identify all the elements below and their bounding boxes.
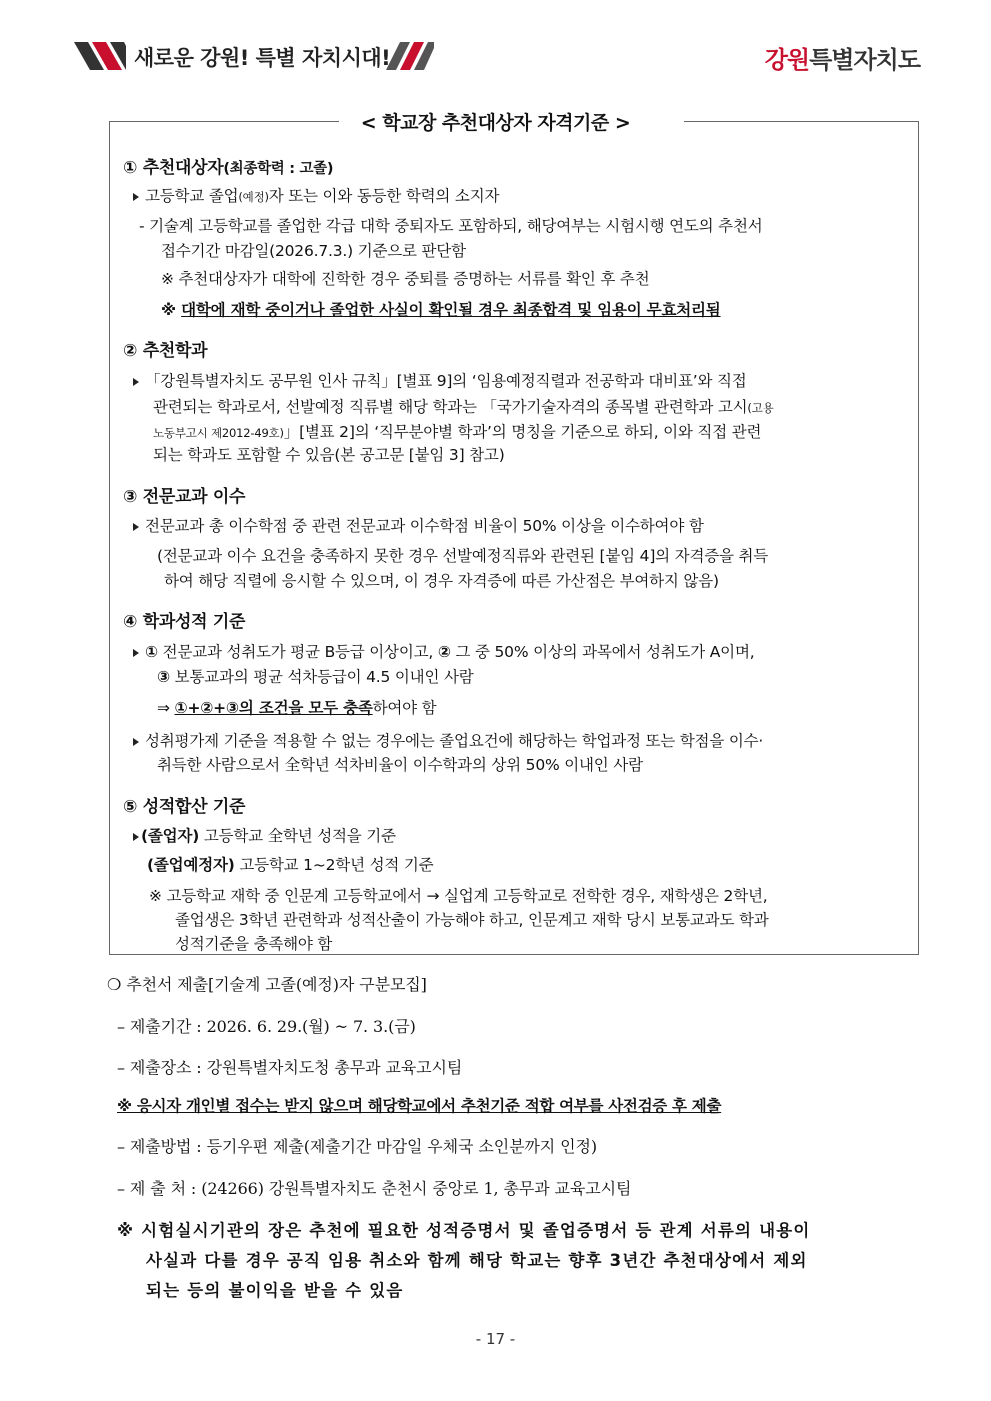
submission-destination: – 제 출 처 : (24266) 강원특별자치도 춘천시 중앙로 1, 총무과 교육고시팀 [117,1179,632,1198]
section2-heading: ② 추천학과 [123,341,208,361]
section3-line3: 하여 해당 직렬에 응시할 수 있으며, 이 경우 자격증에 따른 가산점은 부여하지 않음) [164,572,719,590]
bullet-triangle-icon [133,649,139,657]
section5-heading: ⑤ 성적합산 기준 [123,797,246,817]
slogan-stripe-logo [74,42,126,70]
bullet-triangle-icon [133,378,139,386]
section3-line2: (전문교과 이수 요건을 충족하지 못한 경우 선발예정직류와 관련된 [붙임 4]의 자격증을 취득 [157,547,769,565]
section4-line5: 취득한 사람으로서 全학년 석차비율이 이수학과의 상위 50% 이내인 사람 [157,756,643,774]
submission-note1: ※ 응시자 개인별 접수는 받지 않으며 해당학교에서 추천기준 적합 여부를 사전검증 후 제출 [117,1097,722,1115]
section1-heading: ① 추천대상자(최종학력 : 고졸) [123,158,334,178]
section1-note1: ※ 추천대상자가 대학에 진학한 경우 중퇴를 증명하는 서류를 확인 후 추천 [161,270,650,288]
section4-heading: ④ 학과성적 기준 [123,612,246,632]
section2-line1: 「강원특별자치도 공무원 인사 규칙」[별표 9]의 ‘임용예정직렬과 전공학과 대비표’와 직접 [133,370,747,392]
section4-line1: ① 전문교과 성취도가 평균 B등급 이상이고, ② 그 중 50% 이상의 과목에서 성취도가 A이며, [133,641,754,663]
section5-note-line2: 졸업생은 3학년 관련학과 성적산출이 가능해야 하고, 인문계고 재학 당시 보통교과도 학과 [175,911,769,929]
section5-note-line3: 성적기준을 충족해야 함 [175,935,333,953]
slogan-stripe-logo-right [386,42,434,70]
submission-note2-line2: 사실과 다를 경우 공직 임용 취소와 함께 해당 학교는 향후 3년간 추천대상에서 제외 [146,1251,808,1270]
section3-heading: ③ 전문교과 이수 [123,487,246,507]
section1-line2: - 기술계 고등학교를 졸업한 각급 대학 중퇴자도 포함하되, 해당여부는 시험시행 연도의 추천서 [139,217,763,235]
submission-place: – 제출장소 : 강원특별자치도청 총무과 교육고시팀 [117,1058,463,1077]
bullet-triangle-icon [133,833,139,841]
section4-line4: 성취평가제 기준을 적용할 수 없는 경우에는 졸업요건에 해당하는 학업과정 또는 학점을 이수· [133,730,763,752]
bullet-triangle-icon [133,738,139,746]
bullet-triangle-icon [133,523,139,531]
page-header [74,38,920,74]
submission-method: – 제출방법 : 등기우편 제출(제출기간 마감일 우체국 소인분까지 인정) [117,1137,597,1156]
section5-line2: (졸업예정자) 고등학교 1~2학년 성적 기준 [147,856,434,874]
section5-line1: (졸업자) 고등학교 全학년 성적을 기준 [133,825,396,847]
section4-line2: ③ 보통교과의 평균 석차등급이 4.5 이내인 사람 [157,668,474,686]
org-logo: 강원특별자치도 [764,46,920,74]
section2-line3: 노동부고시 제2012-49호)」[별표 2]의 ‘직무분야별 학과’의 명칭을 기준으로 하되, 이와 직접 관련 [153,423,762,441]
page-number: - 17 - [475,1330,516,1348]
bullet-triangle-icon [133,193,139,201]
section1-line1: 고등학교 졸업(예정)자 또는 이와 동등한 학력의 소지자 [133,185,499,208]
section2-line4: 되는 학과도 포함할 수 있음(본 공고문 [붙임 3] 참고) [153,446,505,464]
slogan-text: 새로운 강원! 특별 자치시대! [134,46,391,70]
submission-note2-line3: 되는 등의 불이익을 받을 수 있음 [146,1281,404,1300]
section4-line3: ⇒ ①+②+③의 조건을 모두 충족하여야 함 [157,699,437,717]
submission-title: ❍ 추천서 제출[기술계 고졸(예정)자 구분모집] [107,975,427,994]
section5-note-line1: ※ 고등학교 재학 중 인문계 고등학교에서 → 실업계 고등학교로 전학한 경우, 재학생은 2학년, [149,887,768,905]
section3-line1: 전문교과 총 이수학점 중 관련 전문교과 이수학점 비율이 50% 이상을 이수하여야 함 [133,515,704,537]
section1-line3: 접수기간 마감일(2026.7.3.) 기준으로 판단함 [161,242,466,260]
submission-period: – 제출기간 : 2026. 6. 29.(월) ~ 7. 3.(금) [117,1017,416,1036]
submission-note2-line1: ※ 시험실시기관의 장은 추천에 필요한 성적증명서 및 졸업증명서 등 관계 서류의 내용이 [117,1221,811,1240]
criteria-box-title: < 학교장 추천대상자 자격기준 > [0,108,991,135]
section1-note2: ※ 대학에 재학 중이거나 졸업한 사실이 확인될 경우 최종합격 및 임용이 무효처리됨 [161,301,721,319]
section2-line2: 관련되는 학과로서, 선발예정 직류별 해당 학과는 「국가기술자격의 종목별 관련학과 고시(고용 [153,398,774,416]
